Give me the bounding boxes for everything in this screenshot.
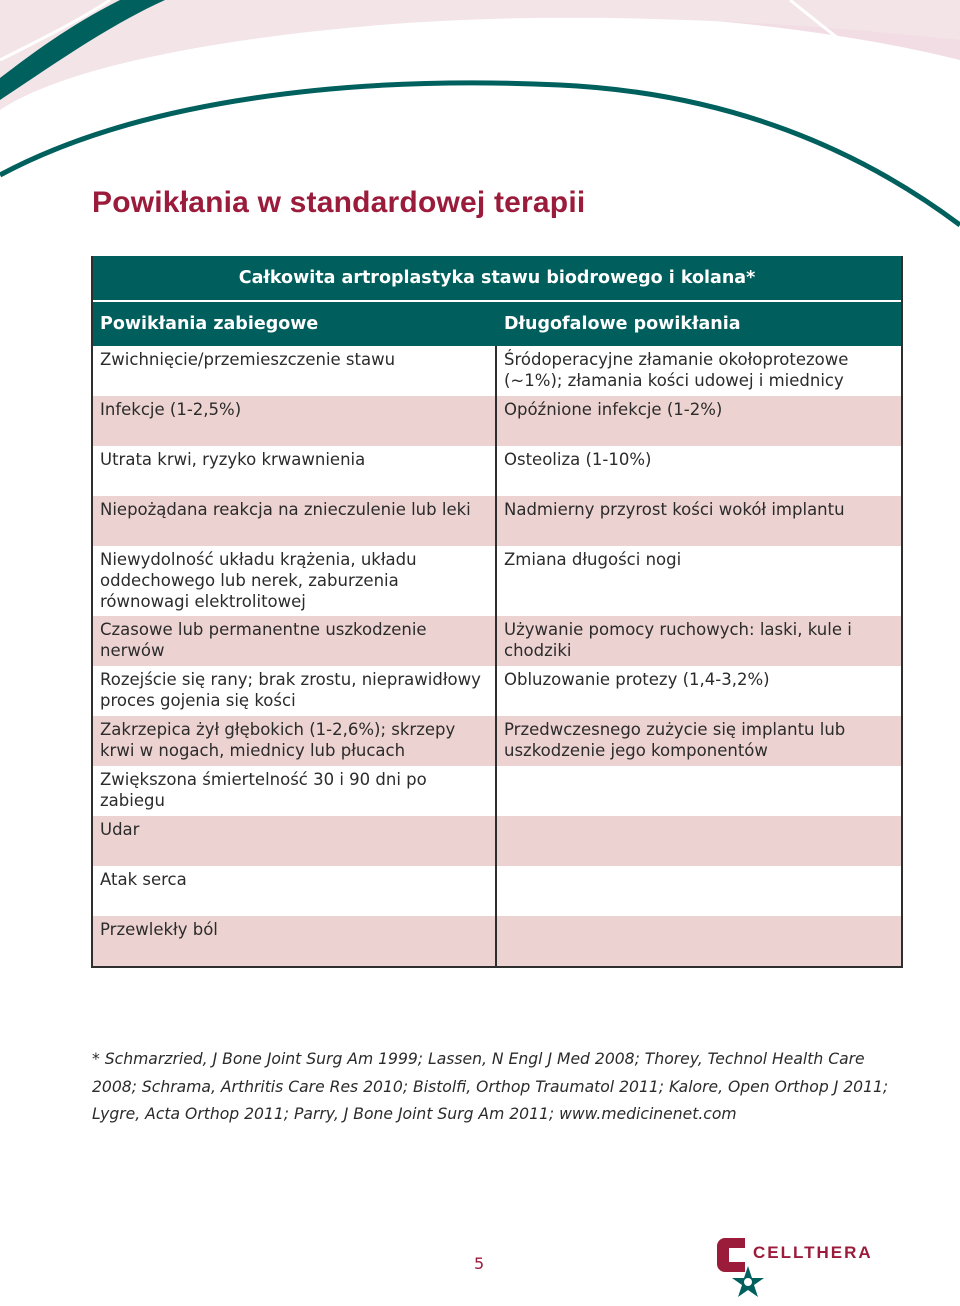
table-cell: Niepożądana reakcja na znieczulenie lub leki (93, 496, 497, 546)
table-cell (497, 866, 901, 916)
table-cell: Śródoperacyjne złamanie okołoprotezowe (~1%); złamania kości udowej i miednicy (504, 350, 849, 390)
table-cell: Obluzowanie protezy (1,4-3,2%) (504, 670, 770, 689)
column-header-left: Powikłania zabiegowe (100, 314, 319, 334)
page-number: 5 (474, 1254, 485, 1273)
table-cell: Zwiększona śmiertelność 30 i 90 dni po zabiegu (93, 766, 497, 816)
table-row (93, 616, 901, 666)
logo-text: CELLTHERA (753, 1243, 873, 1262)
table-cell (497, 816, 901, 866)
table-body (93, 346, 901, 966)
table-column-headers (93, 302, 901, 346)
table-cell: Przewlekły ból (93, 916, 497, 966)
table-row (93, 716, 901, 766)
references-footnote: * Schmarzried, J Bone Joint Surg Am 1999; Lassen, N Engl J Med 2008; Thorey, Technol Health Care 2008; Schrama, Arthritis Care Res 2010; Bistolfi, Orthop Traumatol 2011; Kalore, Open Orthop J 2011; Lygre, Acta Orthop 2011; Parry, J Bone Joint Surg Am 2011; www.medicinenet.com (92, 1050, 889, 1123)
table-row (93, 346, 901, 396)
table-header: Całkowita artroplastyka stawu biodrowego i kolana* (93, 256, 901, 302)
table-row (93, 396, 901, 446)
table-cell: Opóźnione infekcje (1-2%) (504, 400, 723, 419)
table-cell: Zakrzepica żył głębokich (1-2,6%); skrzepy krwi w nogach, miednicy lub płucach (93, 716, 497, 766)
table-cell: Czasowe lub permanentne uszkodzenie nerwów (93, 616, 497, 666)
table-cell: Zwichnięcie/przemieszczenie stawu (93, 346, 497, 396)
table-cell: Rozejście się rany; brak zrostu, nieprawidłowy proces gojenia się kości (93, 666, 497, 716)
table-cell (497, 766, 901, 816)
table-cell: Osteoliza (1-10%) (504, 450, 652, 469)
table-cell: Infekcje (1-2,5%) (93, 396, 497, 446)
table-cell: Atak serca (93, 866, 497, 916)
table-row (93, 916, 901, 966)
table-cell: Udar (93, 816, 497, 866)
table-cell: Nadmierny przyrost kości wokół implantu (504, 500, 845, 519)
table-row (93, 816, 901, 866)
table-row (93, 866, 901, 916)
table-cell: Niewydolność układu krążenia, układu oddechowego lub nerek, zaburzenia równowagi elektrolitowej (93, 546, 497, 616)
header-decoration (0, 0, 960, 260)
table-cell (497, 916, 901, 966)
complications-table (91, 256, 903, 968)
column-header-right: Długofalowe powikłania (504, 314, 741, 334)
table-cell: Używanie pomocy ruchowych: laski, kule i chodziki (504, 620, 852, 660)
table-cell: Utrata krwi, ryzyko krwawnienia (93, 446, 497, 496)
table-cell: Zmiana długości nogi (504, 550, 682, 569)
table-row (93, 546, 901, 616)
page-title: Powikłania w standardowej terapii (92, 186, 586, 219)
table-row (93, 666, 901, 716)
table-row (93, 766, 901, 816)
table-row (93, 446, 901, 496)
table-cell: Przedwczesnego zużycie się implantu lub uszkodzenie jego komponentów (504, 720, 846, 760)
table-row (93, 496, 901, 546)
cellthera-logo (715, 1234, 873, 1302)
